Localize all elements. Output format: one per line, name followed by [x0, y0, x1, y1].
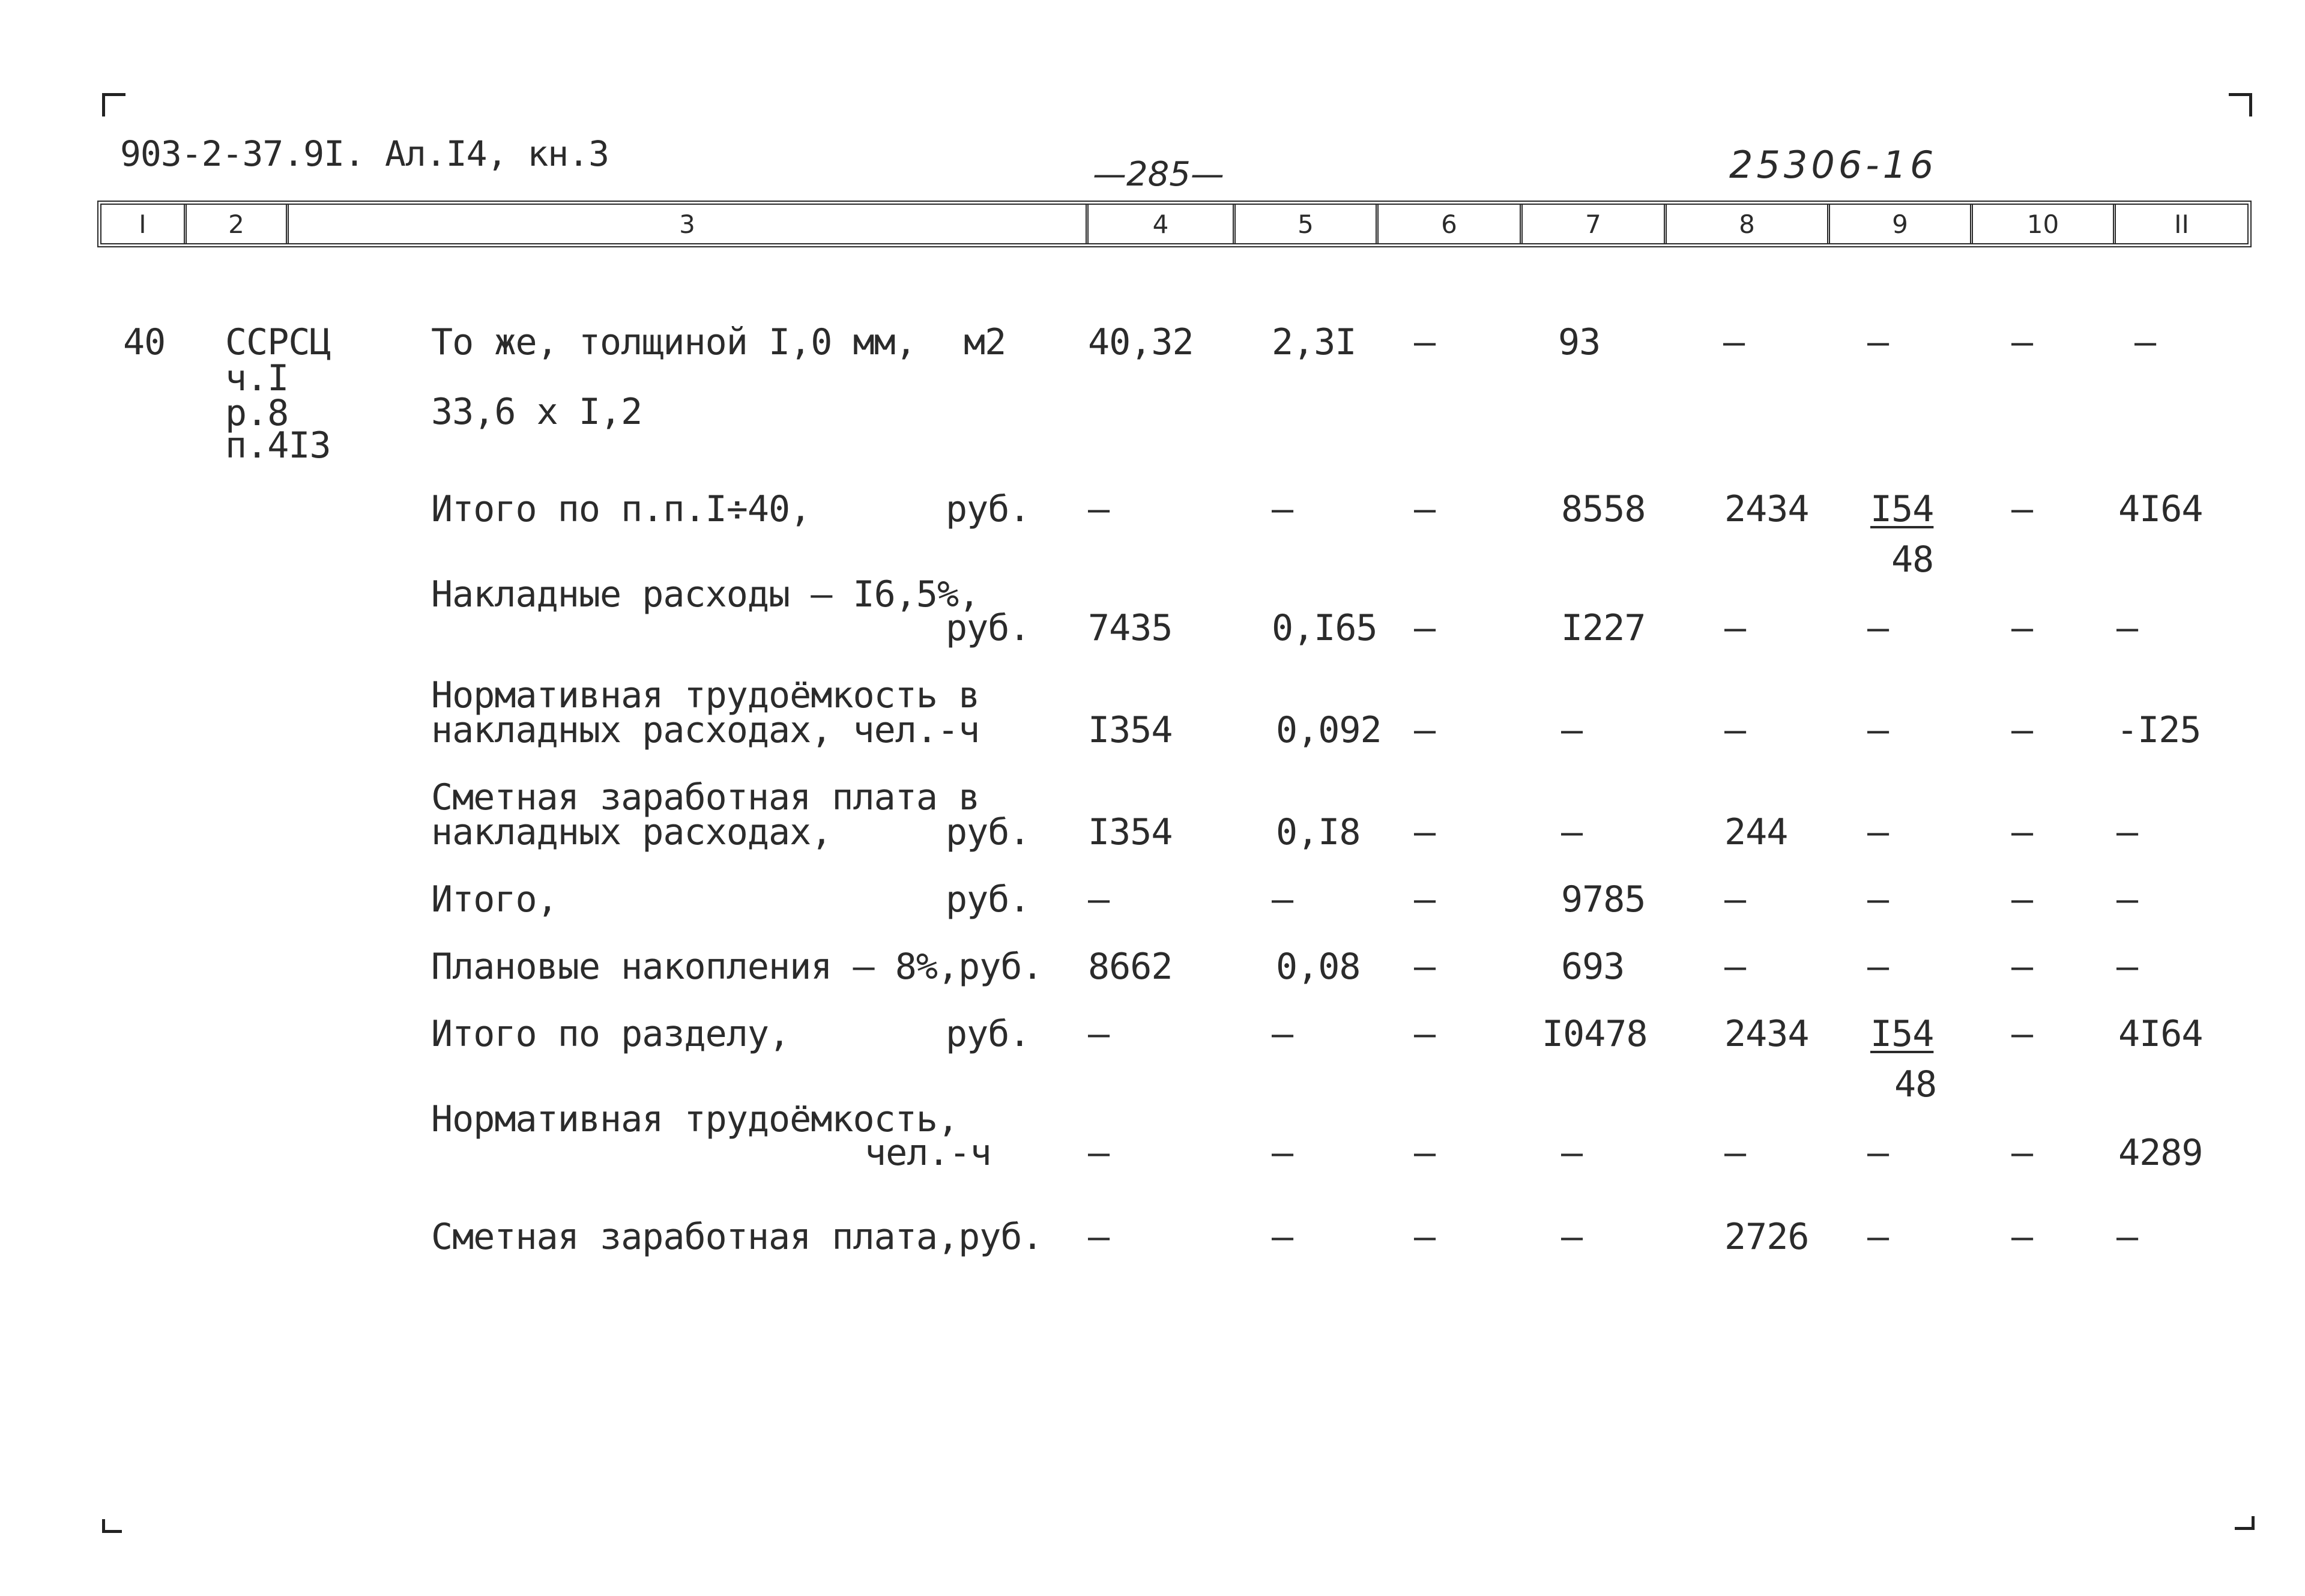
wage-col8: 2726: [1724, 1216, 1809, 1258]
row40-col5: 2,3I: [1272, 321, 1356, 363]
column-header-8: 8: [1667, 205, 1830, 243]
column-header-6: 6: [1379, 205, 1523, 243]
overhead-col11: –: [2116, 607, 2138, 649]
total-col9: –: [1867, 878, 1889, 920]
subtotal-col6: –: [1414, 488, 1436, 530]
total-col5: –: [1272, 878, 1293, 920]
wage-overhead-col8: 244: [1724, 811, 1788, 853]
reference-line-1: ССРСЦ: [225, 321, 331, 363]
column-header-11: II: [2174, 209, 2189, 239]
norm-labor-overhead-col8: –: [1724, 709, 1746, 751]
planned-savings-col4: 8662: [1088, 946, 1173, 988]
sheet-id: 25306-16: [1729, 143, 1938, 187]
norm-labor-overhead-col7: –: [1561, 709, 1583, 751]
total-label: Итого,: [431, 878, 558, 920]
overhead-col8: –: [1724, 607, 1746, 649]
column-header-2: 2: [187, 205, 289, 243]
row-number: 40: [123, 321, 166, 363]
subtotal-col8: 2434: [1724, 488, 1809, 530]
total-col7: 9785: [1561, 878, 1646, 920]
reference-line-2: ч.I: [225, 357, 289, 399]
column-header-10: 10: [1973, 205, 2116, 243]
planned-savings-col10: –: [2011, 946, 2033, 988]
norm-labor-col7: –: [1561, 1132, 1583, 1174]
overhead-col5: 0,I65: [1272, 607, 1377, 649]
wage-overhead-col6: –: [1414, 811, 1436, 853]
section-total-col6: –: [1414, 1013, 1436, 1055]
norm-labor-overhead-label-2: накладных расходах, чел.-ч: [431, 709, 980, 751]
wage-col6: –: [1414, 1216, 1436, 1258]
corner-mark-bottom-right: [2235, 1516, 2255, 1530]
total-col8: –: [1724, 878, 1746, 920]
section-total-col8: 2434: [1724, 1013, 1809, 1055]
section-total-col9-bottom: 48: [1894, 1063, 1937, 1105]
row40-col7: 93: [1558, 321, 1601, 363]
row40-description: То же, толщиной I,0 мм,: [431, 321, 916, 363]
norm-labor-label-2: чел.-ч: [865, 1132, 991, 1174]
planned-savings-col11: –: [2116, 946, 2138, 988]
subtotal-label: Итого по п.п.I÷40,: [431, 488, 811, 530]
overhead-col9: –: [1867, 607, 1889, 649]
section-total-unit: руб.: [946, 1013, 1030, 1055]
total-unit: руб.: [946, 878, 1030, 920]
subtotal-col9-top: I54: [1870, 488, 1934, 530]
norm-labor-col8: –: [1724, 1132, 1746, 1174]
wage-overhead-label-1: Сметная заработная плата в: [431, 776, 980, 818]
norm-labor-overhead-col4: I354: [1088, 709, 1173, 751]
subtotal-col10: –: [2011, 488, 2033, 530]
total-col10: –: [2011, 878, 2033, 920]
wage-overhead-label-2: накладных расходах,: [431, 811, 832, 853]
column-header-7: 7: [1523, 205, 1667, 243]
row40-col9: –: [1867, 321, 1889, 363]
section-total-col11: 4I64: [2118, 1013, 2203, 1055]
column-header-1: I: [101, 205, 187, 243]
overhead-col10: –: [2011, 607, 2033, 649]
norm-labor-overhead-col6: –: [1414, 709, 1436, 751]
row40-col8: –: [1723, 321, 1745, 363]
section-total-label: Итого по разделу,: [431, 1013, 790, 1055]
document-code: 903-2-37.9I. Ал.I4, кн.3: [120, 133, 609, 174]
wage-col10: –: [2011, 1216, 2033, 1258]
section-total-col4: –: [1088, 1013, 1110, 1055]
wage-col11: –: [2116, 1216, 2138, 1258]
subtotal-unit: руб.: [946, 488, 1030, 530]
norm-labor-overhead-col11: -I25: [2116, 709, 2201, 751]
wage-col5: –: [1272, 1216, 1293, 1258]
section-total-col10: –: [2011, 1013, 2033, 1055]
wage-col9: –: [1867, 1216, 1889, 1258]
norm-labor-label-1: Нормативная трудоёмкость,: [431, 1098, 959, 1140]
row40-col10: –: [2011, 321, 2033, 363]
norm-labor-overhead-label-1: Нормативная трудоёмкость в: [431, 674, 980, 716]
total-col11: –: [2116, 878, 2138, 920]
wage-label: Сметная заработная плата,руб.: [431, 1216, 1043, 1258]
norm-labor-col9: –: [1867, 1132, 1889, 1174]
planned-savings-col7: 693: [1561, 946, 1625, 988]
subtotal-col9-bottom: 48: [1891, 539, 1934, 581]
wage-overhead-col7: –: [1561, 811, 1583, 853]
overhead-col4: 7435: [1088, 607, 1173, 649]
norm-labor-col4: –: [1088, 1132, 1110, 1174]
planned-savings-label: Плановые накопления – 8%,руб.: [431, 946, 1043, 988]
wage-col7: –: [1561, 1216, 1583, 1258]
overhead-unit: руб.: [946, 607, 1030, 649]
section-total-col5: –: [1272, 1013, 1293, 1055]
row40-unit: м2: [964, 321, 1006, 363]
section-total-col9-top: I54: [1870, 1013, 1934, 1055]
total-col4: –: [1088, 878, 1110, 920]
norm-labor-col11: 4289: [2118, 1132, 2203, 1174]
column-header-row: [97, 201, 2252, 247]
subtotal-col4: –: [1088, 488, 1110, 530]
corner-mark-top-right: [2229, 93, 2252, 116]
subtotal-col11: 4I64: [2118, 488, 2203, 530]
norm-labor-overhead-col10: –: [2011, 709, 2033, 751]
norm-labor-col6: –: [1414, 1132, 1436, 1174]
wage-overhead-unit: руб.: [946, 811, 1030, 853]
overhead-col6: –: [1414, 607, 1436, 649]
column-header-9: 9: [1830, 205, 1973, 243]
wage-overhead-col10: –: [2011, 811, 2033, 853]
overhead-label: Накладные расходы – I6,5%,: [431, 573, 980, 615]
corner-mark-bottom-left: [102, 1519, 122, 1533]
row40-col4: 40,32: [1088, 321, 1194, 363]
corner-mark-top-left: [102, 93, 125, 116]
overhead-col7: I227: [1561, 607, 1646, 649]
reference-line-3: р.8: [225, 392, 289, 434]
total-col6: –: [1414, 878, 1436, 920]
row40-description-2: 33,6 х I,2: [431, 391, 642, 433]
subtotal-col7: 8558: [1561, 488, 1646, 530]
column-header-3: 3: [289, 205, 1089, 243]
wage-overhead-col4: I354: [1088, 811, 1173, 853]
planned-savings-col9: –: [1867, 946, 1889, 988]
norm-labor-overhead-col9: –: [1867, 709, 1889, 751]
norm-labor-col5: –: [1272, 1132, 1293, 1174]
wage-overhead-col9: –: [1867, 811, 1889, 853]
reference-line-4: п.4I3: [225, 425, 331, 467]
row40-col6: –: [1414, 321, 1436, 363]
norm-labor-overhead-col5: 0,092: [1276, 709, 1382, 751]
section-total-col7: I0478: [1542, 1013, 1648, 1055]
row40-col11: –: [2134, 321, 2156, 363]
wage-col4: –: [1088, 1216, 1110, 1258]
planned-savings-col5: 0,08: [1276, 946, 1361, 988]
planned-savings-col8: –: [1724, 946, 1746, 988]
planned-savings-col6: –: [1414, 946, 1436, 988]
page-number: —285—: [1093, 155, 1224, 194]
column-header-5: 5: [1236, 205, 1379, 243]
column-header-4: 4: [1089, 205, 1236, 243]
subtotal-col5: –: [1272, 488, 1293, 530]
wage-overhead-col5: 0,I8: [1276, 811, 1361, 853]
wage-overhead-col11: –: [2116, 811, 2138, 853]
norm-labor-col10: –: [2011, 1132, 2033, 1174]
